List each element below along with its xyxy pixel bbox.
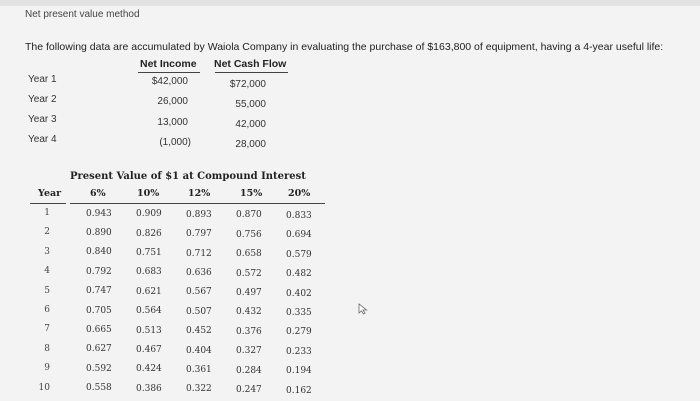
pv-factor-cell: 0.467 xyxy=(136,345,162,355)
pv-factor-cell: 0.452 xyxy=(186,326,212,337)
net-income-header: Net Income xyxy=(140,58,197,70)
pv-factor-cell: 0.194 xyxy=(286,366,312,377)
year-4-net-cash-flow: 28,000 xyxy=(235,139,266,150)
pv-year-cell: 1 xyxy=(44,208,50,218)
pv-factor-cell: 0.797 xyxy=(186,229,212,240)
pv-year-cell: 2 xyxy=(44,227,50,238)
pv-factor-cell: 0.424 xyxy=(136,364,162,375)
pv-header-6: 6% xyxy=(90,188,106,199)
pv-year-underline xyxy=(30,203,66,204)
top-bar xyxy=(0,0,700,6)
pv-factor-cell: 0.579 xyxy=(286,249,312,260)
pv-year-cell: 10 xyxy=(38,382,50,393)
pv-table-title: Present Value of $1 at Compound Interest xyxy=(70,171,306,182)
year-2-net-income: 26,000 xyxy=(157,96,188,107)
pv-header-15: 15% xyxy=(240,188,263,199)
pv-factor-cell: 0.627 xyxy=(86,344,112,355)
pv-factor-cell: 0.376 xyxy=(236,326,262,337)
pv-factor-cell: 0.404 xyxy=(186,345,212,356)
pv-year-cell: 3 xyxy=(44,246,50,257)
pv-year-cell: 7 xyxy=(44,324,50,335)
pv-factor-cell: 0.162 xyxy=(286,385,312,396)
page-title: Net present value method xyxy=(25,9,140,20)
pv-factor-cell: 0.507 xyxy=(186,306,212,317)
pv-factor-cell: 0.665 xyxy=(86,325,112,335)
pv-factor-cell: 0.909 xyxy=(136,209,162,220)
net-cash-flow-underline xyxy=(215,72,288,73)
pv-factor-cell: 0.636 xyxy=(186,268,212,278)
pv-factor-cell: 0.564 xyxy=(136,306,162,317)
year-4-label: Year 4 xyxy=(28,134,57,145)
pv-year-cell: 6 xyxy=(44,305,50,315)
mouse-cursor-icon xyxy=(358,303,368,315)
pv-factor-cell: 0.893 xyxy=(186,209,212,220)
pv-factor-cell: 0.705 xyxy=(86,305,112,316)
year-3-net-income: 13,000 xyxy=(157,117,188,128)
pv-factor-cell: 0.870 xyxy=(236,210,262,221)
pv-factor-cell: 0.482 xyxy=(286,269,312,280)
pv-factor-cell: 0.756 xyxy=(236,229,262,240)
pv-factor-cell: 0.826 xyxy=(136,228,162,239)
pv-factor-cell: 0.335 xyxy=(286,308,312,318)
year-2-net-cash-flow: 55,000 xyxy=(235,99,266,110)
pv-factor-cell: 0.497 xyxy=(236,288,262,298)
pv-factor-cell: 0.792 xyxy=(86,266,112,277)
pv-factor-cell: 0.572 xyxy=(236,268,262,279)
pv-header-20: 20% xyxy=(288,188,311,199)
pv-factor-cell: 0.327 xyxy=(236,346,262,357)
problem-intro: The following data are accumulated by Waiola Company in evaluating the purchase of $163,800 of equipment, having a 4-year useful life: xyxy=(25,41,664,53)
pv-year-cell: 8 xyxy=(44,343,50,354)
pv-year-cell: 4 xyxy=(44,266,50,277)
year-1-net-cash-flow: $72,000 xyxy=(229,79,266,90)
year-3-net-cash-flow: 42,000 xyxy=(235,119,266,130)
pv-factor-cell: 0.833 xyxy=(286,211,312,221)
net-income-underline xyxy=(138,72,200,73)
pv-factor-cell: 0.592 xyxy=(86,363,112,374)
year-2-label: Year 2 xyxy=(28,94,57,105)
pv-factor-cell: 0.361 xyxy=(186,365,212,375)
pv-factor-cell: 0.712 xyxy=(186,248,212,259)
year-1-net-income: $42,000 xyxy=(151,76,188,87)
pv-header-underline xyxy=(70,203,325,204)
pv-year-cell: 9 xyxy=(44,363,50,374)
year-3-label: Year 3 xyxy=(28,114,57,125)
pv-factor-cell: 0.247 xyxy=(236,385,262,395)
pv-factor-cell: 0.233 xyxy=(286,346,312,357)
pv-factor-cell: 0.890 xyxy=(86,228,112,238)
pv-year-cell: 5 xyxy=(44,285,50,296)
net-cash-flow-header: Net Cash Flow xyxy=(214,58,287,70)
pv-factor-cell: 0.621 xyxy=(136,286,162,297)
pv-factor-cell: 0.943 xyxy=(86,208,112,219)
pv-factor-cell: 0.747 xyxy=(86,286,112,297)
year-1-label: Year 1 xyxy=(28,74,57,85)
pv-factor-cell: 0.279 xyxy=(286,327,312,338)
pv-factor-cell: 0.513 xyxy=(136,325,162,336)
pv-factor-cell: 0.751 xyxy=(136,248,162,258)
pv-factor-cell: 0.658 xyxy=(236,249,262,260)
pv-header-10: 10% xyxy=(137,188,160,199)
pv-factor-cell: 0.322 xyxy=(186,384,212,395)
pv-factor-cell: 0.386 xyxy=(136,383,162,394)
year-4-net-income: (1,000) xyxy=(159,137,191,148)
pv-factor-cell: 0.432 xyxy=(236,307,262,318)
pv-factor-cell: 0.567 xyxy=(186,287,212,298)
pv-factor-cell: 0.558 xyxy=(86,383,112,394)
pv-factor-cell: 0.284 xyxy=(236,365,262,376)
pv-factor-cell: 0.840 xyxy=(86,247,112,258)
pv-factor-cell: 0.402 xyxy=(286,288,312,299)
pv-factor-cell: 0.694 xyxy=(286,230,312,241)
pv-factor-cell: 0.683 xyxy=(136,267,162,278)
pv-header-12: 12% xyxy=(188,188,211,199)
pv-header-year: Year xyxy=(38,188,62,199)
